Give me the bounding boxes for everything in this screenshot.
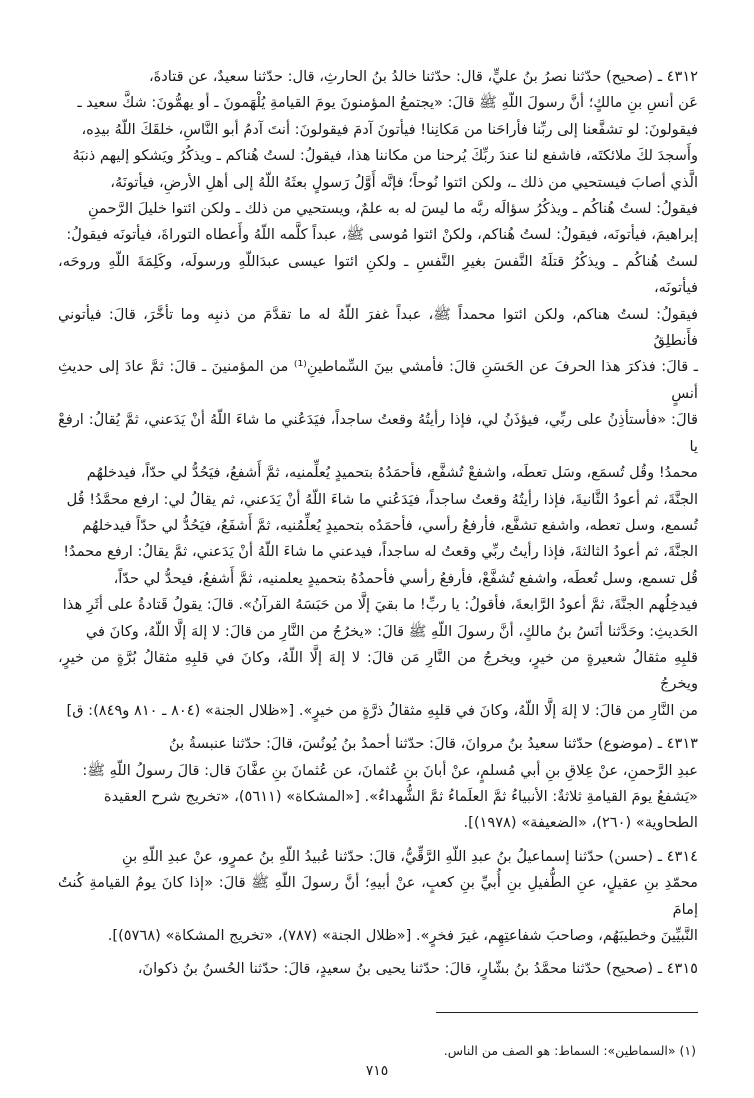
text-line: فيقولُ: لستُ هُناكُم ـ ويذكُرُ سؤالَه ربَّه ما ليسَ له به علمٌ، ويستحيي من ذلك ـ ولكن ائتوا خليلَ الرَّحمنِ (87, 200, 698, 218)
text-line: عَن أنسِ بنِ مالكٍ؛ أنَّ رسولَ اللّهِ ﷺ قالَ: «يجتمعُ المؤمنونَ يومَ القيامةِ يُلْهَمونَ ـ أو يهمُّونَ: شكَّ سعيد ـ (77, 94, 698, 112)
hadith-start-line: ٤٣١٤ ـ (حسن) حدّثنا إسماعيلُ بنُ عبدِ اللّهِ الرَّقِّيُّ، قالَ: حدّثنا عُبيدُ اللّهِ بنُ عمرٍو، عنْ عبدِ اللّهِ بنِ (121, 847, 698, 865)
page-number: ٧١٥ (365, 1063, 389, 1079)
text-line: فيدخِلُهم الجنَّةَ، ثمَّ أعودُ الرَّابعةَ، فأقولُ: يا ربِّ! ما بقيَ إلَّا من حَبَسَهُ القرآنُ». قالَ: يقولُ قَتادةُ على أثَرِ هذا (62, 596, 698, 614)
text-line: النَّبيِّينَ وخطيبَهُم، وصاحبَ شفاعتِهِم، غيرَ فخرٍ». [«ظلال الجنة» (٧٨٧)، «تخريج المشكاة» (٥٧٦٨)]. (107, 927, 698, 944)
footnote-divider (436, 1012, 698, 1013)
text-line: ـ قالَ: فذكرَ هذا الحرفَ عن الحَسَنِ قالَ: فأمشي بينَ السِّماطينِ⁽¹⁾ من المؤمنينَ ـ قالَ: ثمَّ عادَ إلى حديثِ أنسٍ (58, 358, 698, 402)
hadith-start-line: ٤٣١٥ ـ (صحيح) حدّثنا محمَّدُ بنُ بشّارٍ، قالَ: حدّثنا يحيى بنُ سعيدٍ، قالَ: حدّثنا الحُسنُ بنُ ذكوانَ، (137, 960, 698, 978)
text-line: من النَّارِ من قالَ: لا إلهَ إلَّا اللّهُ، وكانَ في قلبِهِ مثقالُ ذرَّةٍ من خيرٍ». [«ظلال الجنة» (٨٠٤ ـ ٨١٠ و٨٤٩): ق] (66, 701, 698, 719)
text-line: محمدُ! وقُل تُسمَع، وسَل تعطَه، واشفعْ تُشفَّع، فأحمَدُهُ بتحميدٍ يُعلِّمنيه، ثمَّ أَشفعُ، فيَحُدُّ لي حدّاً، فيدخلهُم (86, 464, 698, 482)
text-line: قُل تسمع، وسل تُعطَه، واشفع تُشفَّعْ، فأرفعُ رأسي فأحمدُهُ بتحميدٍ يعلمنيه، ثمَّ أَشفعُ، فيحدُّ لي حدّاً، (113, 569, 698, 587)
text-line: الطحاوية» (٢٦٠)، «الضعيفة» (١٩٧٨)]. (463, 814, 698, 832)
text-line: الجنَّةَ، ثم أعودُ الثَّانيةَ، فإذا رأيتُهُ وقعتُ ساجداً، فيَدَعُني ما شاءَ اللّهُ أنْ يَدَعني، ثم يقالُ لي: ارفع محمَّدُ! قُل (66, 490, 698, 508)
text-line: محمّدِ بنِ عقيلٍ، عنِ الطُّفيلِ بنِ أُبيِّ بنِ كعبٍ، عنْ أبيهِ؛ أنَّ رسولَ اللّهِ ﷺ قالَ: «إذا كانَ يومُ القيامةِ كُنتُ إمامَ (58, 874, 698, 918)
text-line: فيقولونَ: لو تشفَّعنا إلى ربِّنا فأراحَنا من مَكانِنا! فيأتونَ آدمَ فيقولونَ: أنتَ آدمُ أبو النَّاسِ، خلقَكَ اللّهُ بيدِه، (81, 120, 698, 138)
text-line: قلبِهِ مثقالُ شعيرةٍ من خيرٍ، ويخرجُ من النَّارِ مَن قالَ: لا إلهَ إلَّا اللّهُ، وكانَ في قلبِهِ مثقالُ بُرَّةٍ من خيرٍ، ويخرجُ (58, 648, 698, 693)
text-line: «يَشفعُ يومَ القيامةِ ثلاثةٌ: الأنبياءُ ثمَّ العلَماءُ ثمَّ الشُّهداءُ». [«المشكاة» (٥٦١١)، «تخريج شرح العقيدة (103, 787, 698, 805)
page-body (58, 64, 698, 983)
text-line: وأَسجدَ لكَ ملائكتَه، فاشفع لنا عندَ ربِّكَ يُرحنا من مكاننا هذا، فيقولُ: لستُ هُناكم ـ ويذكُرُ ويَشكو إليهم ذنبَهُ (72, 147, 698, 165)
footnote: (١) «السماطين»: السماط: هو الصف من الناس. (443, 1042, 696, 1058)
text-line: إبراهيمَ، فيأتونَه، فيقولُ: لستُ هُناكم، ولكنْ ائتوا مُوسى ﷺ، عبداً كلَّمه اللّهُ وأَعطاه التوراةَ، فيأتونَه فيقولُ: (66, 226, 698, 244)
text-line: ٤٣١٢ ـ (صحيح) حدّثنا نصرُ بنُ عليٍّ، قال: حدّثنا خالدُ بنُ الحارثِ، قال: حدّثنا سعيدٌ، عن قتادةَ، (148, 68, 698, 85)
text-line: فيقولُ: لستُ هناكم، ولكن ائتوا محمداً ﷺ، عبداً غفرَ اللّهُ له ما تقدَّمَ من ذنبِه وما تأخَّرَ، قالَ: فيأتوني فأَنطلِقُ (58, 305, 698, 350)
text-line: الَّذي أصابَ فيستحيي من ذلك ـ، ولكن ائتوا نُوحاً؛ فإنَّه أَوَّلُ رَسولٍ بعثَهُ اللّهُ إلى أهلِ الأرضِ، فيأتونَهُ، (110, 173, 698, 191)
text-line: لستُ هُناكُم ـ ويذكُرُ قتلَهُ النَّفسَ بغيرِ النَّفسِ ـ ولكنِ ائتوا عيسى عبدَاللّهِ ورسولَه، وكَلِمَةَ اللّهِ وروحَه، فيأتونَه، (58, 252, 698, 297)
text-line: الحَديثِ: وحَدَّثنا أنَسُ بنُ مالكٍ، أنَّ رسولَ اللّهِ ﷺ قالَ: «يخرُجُ من النَّارِ من قالَ: لا إلهَ إلَّا اللّهُ، وكانَ في (85, 622, 698, 640)
hadith-start-line: ٤٣١٣ ـ (موضوع) حدّثنا سعيدُ بنُ مروانَ، قالَ: حدّثنا أحمدُ بنُ يُونُسَ، قالَ: حدّثنا عنبسةُ بنُ (168, 735, 698, 753)
text-line: تُسمع، وسل تعطه، واشفع تشفَّع، فأرفعُ رأسي، فأحمَدُه بتحميدٍ يُعلِّمُنيه، ثمَّ أَشفَعُ، فيَحُدُّ لي حدّاً فيدخلهُم (82, 516, 698, 534)
text-line: الجنَّةَ، ثم أعودُ الثالثةَ، فإذا رأيتُ ربِّي وقعتُ له ساجداً، فيدعني ما شاءَ اللّهُ أنْ يَدَعني، ثمَّ يقالُ: ارفع محمدُ! (63, 543, 698, 561)
text-line: قالَ: «فأستأذِنُ على ربِّي، فيؤذَنُ لي، فإذا رأيتُهُ وقعتُ ساجداً، فيَدَعُني ما شاءَ اللّهُ أنْ يَدَعني، ثمَّ يُقالُ: ارفعْ يا (58, 411, 698, 455)
text-line: عبدِ الرَّحمنِ، عنْ عِلاقِ بنِ أبي مُسلمٍ، عنْ أبانَ بنِ عُثمانَ، عن عُثمانَ بنِ عفَّانَ قال: قالَ رسولُ اللّهِ ﷺ: (82, 761, 698, 779)
